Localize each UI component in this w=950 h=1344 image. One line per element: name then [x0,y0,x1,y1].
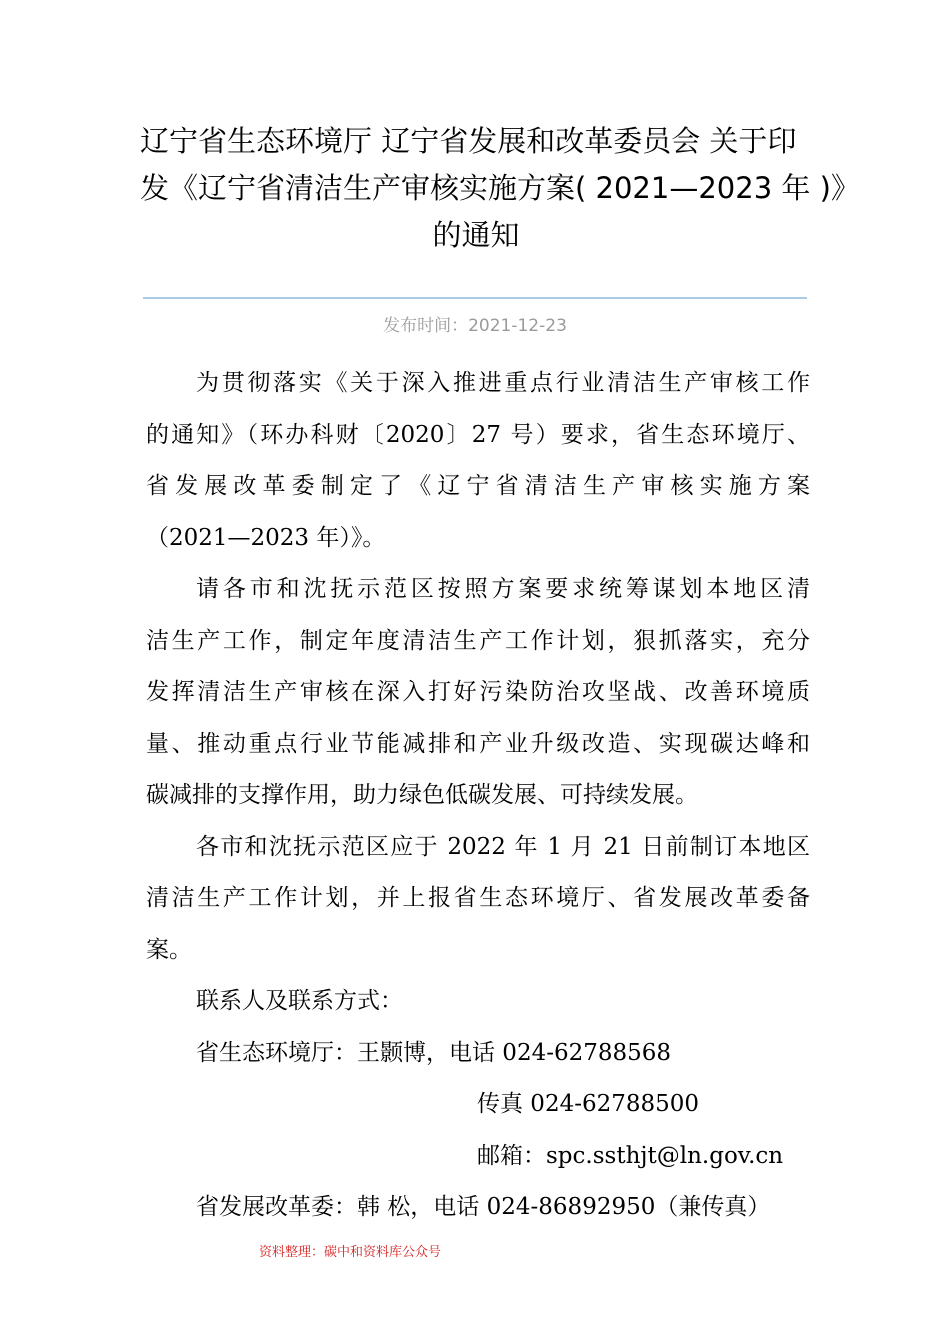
contact-heading: 联系人及联系方式： [196,988,403,1014]
contact-env-email: 邮箱：spc.ssthjt@ln.gov.cn [477,1142,784,1169]
paragraph-1-line-3: 省发展改革委制定了《辽宁省清洁生产审核实施方案 [146,473,810,499]
paragraph-2-line-4: 量、推动重点行业节能减排和产业升级改造、实现碳达峰和 [146,730,810,757]
paragraph-2-line-2: 洁生产工作，制定年度清洁生产工作计划，狠抓落实，充分 [146,627,810,654]
source-note: 资料整理：碳中和资料库公众号 [259,1245,442,1260]
paragraph-3-line-2: 清洁生产工作计划，并上报省生态环境厅、省发展改革委备 [146,885,810,911]
contact-dev-phone: 省发展改革委：韩 松，电话 024-86892950（兼传真） [196,1194,771,1220]
paragraph-3-line-3: 案。 [146,936,192,963]
paragraph-3-line-1: 各市和沈抚示范区应于 2022 年 1 月 21 日前制订本地区 [196,833,810,860]
document-title [140,118,860,259]
document-body [146,358,810,1234]
paragraph-2-line-3: 发挥清洁生产审核在深入打好污染防治攻坚战、改善环境质 [146,679,810,705]
title-line-1: 辽宁省生态环境厅 辽宁省发展和改革委员会 关于印 [140,124,797,158]
contact-env-phone: 省生态环境厅：王颢博，电话 024-62788568 [196,1039,672,1066]
contact-env-fax: 传真 024-62788500 [477,1091,700,1117]
publish-time: 发布时间：2021-12-23 [383,316,567,336]
paragraph-1-line-4: （2021—2023 年）》。 [146,524,386,551]
paragraph-1-line-2: 的通知》（环办科财〔2020〕27 号）要求，省生态环境厅、 [146,421,810,448]
paragraph-2-line-5: 碳减排的支撑作用，助力绿色低碳发展、可持续发展。 [146,782,698,808]
paragraph-1-line-1: 为贯彻落实《关于深入推进重点行业清洁生产审核工作 [196,370,810,396]
title-divider [143,297,807,299]
title-line-3: 的通知 [432,218,520,252]
paragraph-2-line-1: 请各市和沈抚示范区按照方案要求统筹谋划本地区清 [196,576,810,602]
title-line-2: 发《辽宁省清洁生产审核实施方案( 2021—2023 年 )》 [140,171,860,205]
